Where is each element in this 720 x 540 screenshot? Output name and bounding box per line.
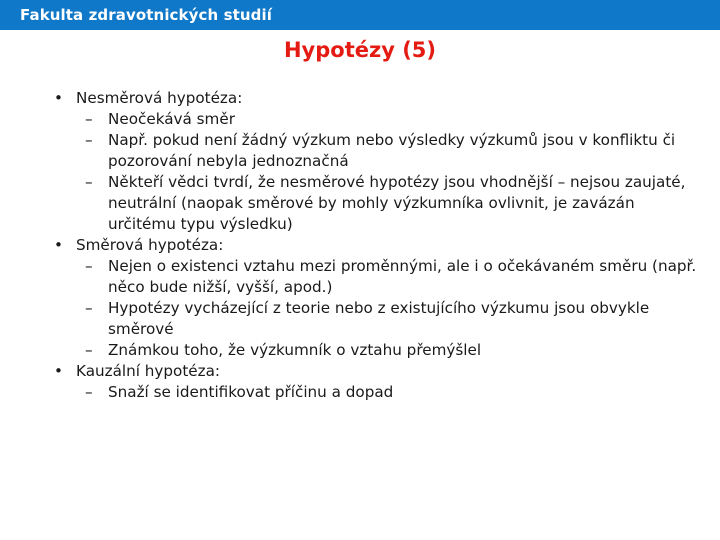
sub-item xyxy=(48,382,700,403)
header-bar xyxy=(0,0,720,30)
bullet-text: Nesměrová hypotéza: xyxy=(76,89,243,107)
sub-item xyxy=(48,130,700,172)
bullet-marker: • xyxy=(54,89,63,107)
sub-item xyxy=(48,256,700,298)
bullet-marker: • xyxy=(54,362,63,380)
slide-content xyxy=(48,88,700,403)
faculty-title: Fakulta zdravotnických studií xyxy=(20,6,272,24)
sub-item xyxy=(48,172,700,235)
bullet-item xyxy=(48,361,700,382)
bullet-text: Směrová hypotéza: xyxy=(76,236,224,254)
slide-title: Hypotézy (5) xyxy=(283,38,437,62)
sub-item xyxy=(48,109,700,130)
bullet-text: Kauzální hypotéza: xyxy=(76,362,221,380)
dash-marker: – xyxy=(85,383,93,401)
dash-marker: – xyxy=(85,341,93,359)
dash-marker: – xyxy=(85,173,93,191)
sub-text: Nejen o existenci vztahu mezi proměnnými, ale i o očekávaném směru (např. něco bude nižší, vyšší, apod.) xyxy=(108,257,697,296)
dash-marker: – xyxy=(85,257,93,275)
sub-item xyxy=(48,298,700,340)
bullet-item xyxy=(48,88,700,109)
sub-text: Snaží se identifikovat příčinu a dopad xyxy=(108,383,394,401)
dash-marker: – xyxy=(85,110,93,128)
sub-text: Neočekává směr xyxy=(108,110,235,128)
sub-text: Např. pokud není žádný výzkum nebo výsledky výzkumů jsou v konfliktu či pozorování nebyla jednoznačná xyxy=(108,131,676,170)
bullet-item xyxy=(48,235,700,256)
sub-item xyxy=(48,340,700,361)
dash-marker: – xyxy=(85,131,93,149)
bullet-marker: • xyxy=(54,236,63,254)
sub-text: Hypotézy vycházející z teorie nebo z existujícího výzkumu jsou obvykle směrové xyxy=(108,299,650,338)
sub-text: Někteří vědci tvrdí, že nesměrové hypotézy jsou vhodnější – nejsou zaujaté, neutrální (naopak směrové by mohly výzkumníka ovlivnit, je zavázán určitému typu výsledku) xyxy=(108,173,686,233)
sub-text: Známkou toho, že výzkumník o vztahu přemýšlel xyxy=(108,341,482,359)
dash-marker: – xyxy=(85,299,93,317)
